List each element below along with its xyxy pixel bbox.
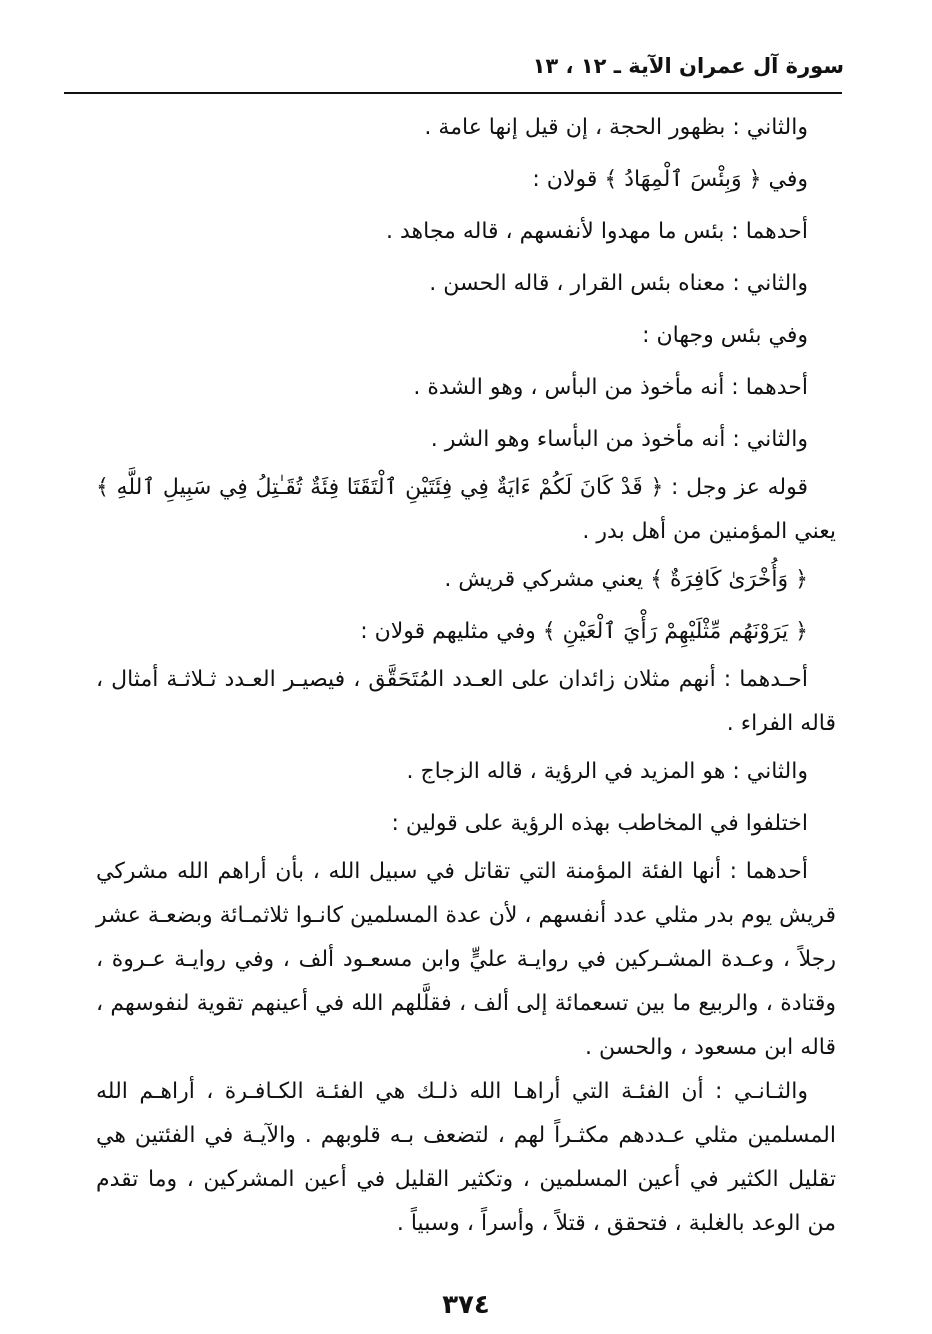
paragraph: اختلفوا في المخاطب بهذه الرؤية على قولين : [391, 811, 808, 836]
page-number: ٣٧٤ [442, 1290, 490, 1320]
paragraph: وفي بئس وجهان : [642, 323, 808, 348]
paragraph: والثاني : معناه بئس القرار ، قاله الحسن . [429, 271, 808, 296]
paragraph: ﴿ يَرَوْنَهُم مِّثْلَيْهِمْ رَأْيَ ٱلْعَيْنِ ﴾ وفي مثليهم قولان : [360, 619, 808, 644]
paragraph: أحدهما : بئس ما مهدوا لأنفسهم ، قاله مجاهد . [386, 219, 808, 244]
paragraph: والثـانـي : أن الفئـة التي أراهـا الله ذلـك هي الفئـة الكـافـرة ، أراهـم الله المسلمين مثلي عـددهم مكثـراً لهم ، لتضعف بـه قلوبهم . والآيـة في الفئتين هي تقليل الكثير في أعين المسلمين ، وتكثير القليل في أعين المشركين ، وما تقدم من الوعد بالغلبة ، فتحقق ، قتلاً ، وأسراً ، وسبياً . [96, 1079, 836, 1236]
paragraph: قوله عز وجل : ﴿ قَدْ كَانَ لَكُمْ ءَايَةٌ فِي فِئَتَيْنِ ٱلْتَقَتَا فِئَةٌ تُقَـٰتِلُ فِي سَبِيلِ ٱللَّهِ ﴾ يعني المؤمنين من أهل بدر . [96, 475, 836, 544]
text-body [96, 102, 836, 1246]
paragraph: ﴿ وَأُخْرَىٰ كَافِرَةٌ ﴾ يعني مشركي قريش . [444, 567, 808, 592]
paragraph: والثاني : بظهور الحجة ، إن قيل إنها عامة . [424, 115, 808, 140]
paragraph: والثاني : هو المزيد في الرؤية ، قاله الزجاج . [406, 759, 808, 784]
paragraph: أحدهما : أنه مأخوذ من البأس ، وهو الشدة . [413, 375, 808, 400]
paragraph: وفي ﴿ وَبِئْسَ ٱلْمِهَادُ ﴾ قولان : [532, 167, 808, 192]
header-rule [64, 92, 842, 94]
paragraph: والثاني : أنه مأخوذ من البأساء وهو الشر . [430, 427, 808, 452]
paragraph: أحدهما : أنها الفئة المؤمنة التي تقاتل في سبيل الله ، بأن أراهم الله مشركي قريش يوم بدر مثلي عدد أنفسهم ، لأن عدة المسلمين كانـوا ثلاثمـائة وبضعـة عشر رجلاً ، وعـدة المشـركين في روايـة عليٍّ وابن مسعـود ألف ، وفي روايـة عـروة ، وقتادة ، والربيع ما بين تسعمائة إلى ألف ، فقلَّلهم الله في أعينهم تقوية لنفوسهم ، قاله ابن مسعود ، والحسن . [96, 859, 836, 1060]
paragraph: أحـدهما : أنهم مثلان زائدان على العـدد المُتَحَقَّق ، فيصيـر العـدد ثـلاثـة أمثال ، قاله الفراء . [96, 667, 836, 736]
running-header: سورة آل عمران الآية ـ ١٢ ، ١٣ [532, 54, 844, 78]
